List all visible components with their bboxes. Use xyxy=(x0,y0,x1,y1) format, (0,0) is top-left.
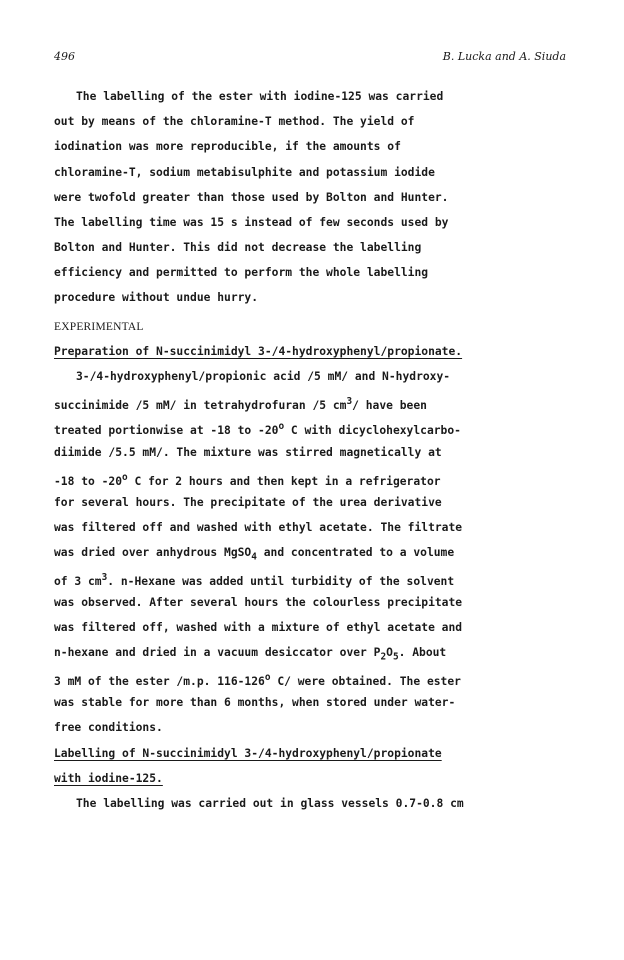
text-line: The labelling time was 15 s instead of few seconds used by xyxy=(54,216,449,229)
subheading: with iodine-125. xyxy=(54,772,163,785)
text-line: Bolton and Hunter. This did not decrease the labelling xyxy=(54,241,422,254)
text-line: out by means of the chloramine-T method. The yield of xyxy=(54,115,415,128)
subheading: Preparation of N-succinimidyl 3-/4-hydroxyphenyl/propionate. xyxy=(54,345,463,358)
text-line: The labelling was carried out in glass vessels 0.7-0.8 cm xyxy=(76,797,464,810)
text-line: succinimide /5 mM/ in tetrahydrofuran /5 $cm^3/$ have been xyxy=(54,396,427,412)
text-line: 3-/4-hydroxyphenyl/propionic acid /5 mM/ and N-hydroxy- xyxy=(76,370,451,383)
text-line: iodination was more reproducible, if the amounts of xyxy=(54,140,401,153)
page-number: 496 xyxy=(54,50,75,63)
text-line: efficiency and permitted to perform the whole labelling xyxy=(54,266,429,279)
text-line: diimide /5.5 mM/. The mixture was stirred magnetically at xyxy=(54,446,442,459)
text-line: treated portionwise at -18 to -20$^o$ C with dicyclohexylcarbo- xyxy=(54,421,461,437)
text-line: was observed. After several hours the colourless precipitate xyxy=(54,596,463,609)
text-line: free conditions. xyxy=(54,721,163,734)
text-line: was dried over anhydrous MgSO$_4$ and concentrated to a volume xyxy=(54,546,455,563)
text-line: was stable for more than 6 months, when stored under water- xyxy=(54,696,456,709)
text-line: The labelling of the ester with iodine-125 was carried xyxy=(76,90,444,103)
text-line: n-hexane and dried in a vacuum desiccator over $P_2O_5$. About xyxy=(54,646,447,663)
text-line: was filtered off, washed with a mixture of ethyl acetate and xyxy=(54,621,463,634)
text-line: -18 to -20$^o$ C for 2 hours and then kept in a refrigerator xyxy=(54,472,441,488)
text-line: procedure without undue hurry. xyxy=(54,291,259,304)
text-line: for several hours. The precipitate of the urea derivative xyxy=(54,496,442,509)
section-heading: EXPERIMENTAL xyxy=(54,321,144,333)
text-line: were twofold greater than those used by Bolton and Hunter. xyxy=(54,191,449,204)
text-line: was filtered off and washed with ethyl acetate. The filtrate xyxy=(54,521,463,534)
running-head: B. Lucka and A. Siuda xyxy=(442,50,566,63)
text-line: 3 mM of the ester /m.p. 116-126$^o$ C/ were obtained. The ester xyxy=(54,672,461,688)
text-line: of 3 $cm^3$. n-Hexane was added until turbidity of the solvent xyxy=(54,572,455,588)
subheading: Labelling of N-succinimidyl 3-/4-hydroxyphenyl/propionate xyxy=(54,747,442,760)
text-line: chloramine-T, sodium metabisulphite and potassium iodide xyxy=(54,166,435,179)
